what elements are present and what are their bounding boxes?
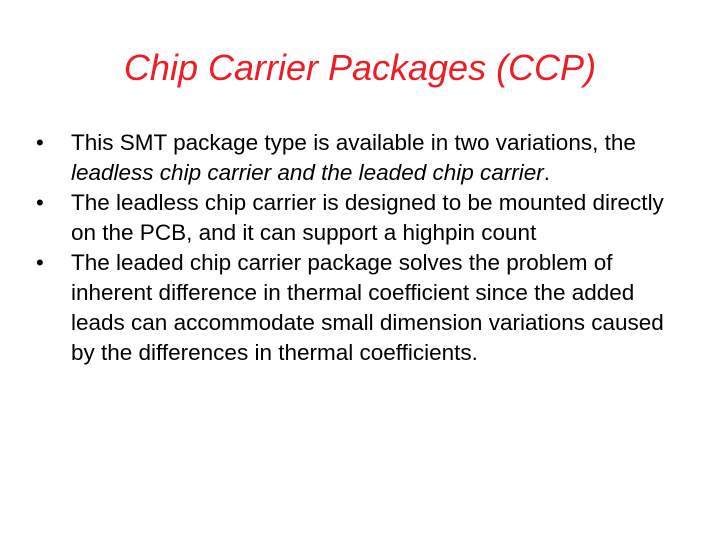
bullet-item-leaded-carrier — [36, 248, 684, 368]
bullet-item-leadless-carrier — [36, 188, 684, 248]
bullet-list — [36, 128, 684, 368]
bullet-item-package-variations — [36, 128, 684, 188]
bullet-text-end: . — [543, 160, 551, 185]
bullet-text: This SMT package type is available in two variations, the — [71, 130, 636, 155]
bullet-text: The leaded chip carrier package solves the problem of inherent difference in thermal coefficient since the added leads can accommodate small dimension variations caused by the differences in thermal coefficients. — [71, 250, 664, 365]
slide-title: Chip Carrier Packages (CCP) — [123, 47, 597, 88]
bullet-icon: • — [36, 190, 44, 215]
bullet-icon: • — [36, 250, 44, 275]
bullet-icon: • — [36, 130, 44, 155]
bullet-text: The leadless chip carrier is designed to be mounted directly on the PCB, and it can support a highpin count — [71, 190, 664, 245]
bullet-italic-text: leadless chip carrier and the leaded chip carrier — [71, 160, 544, 185]
